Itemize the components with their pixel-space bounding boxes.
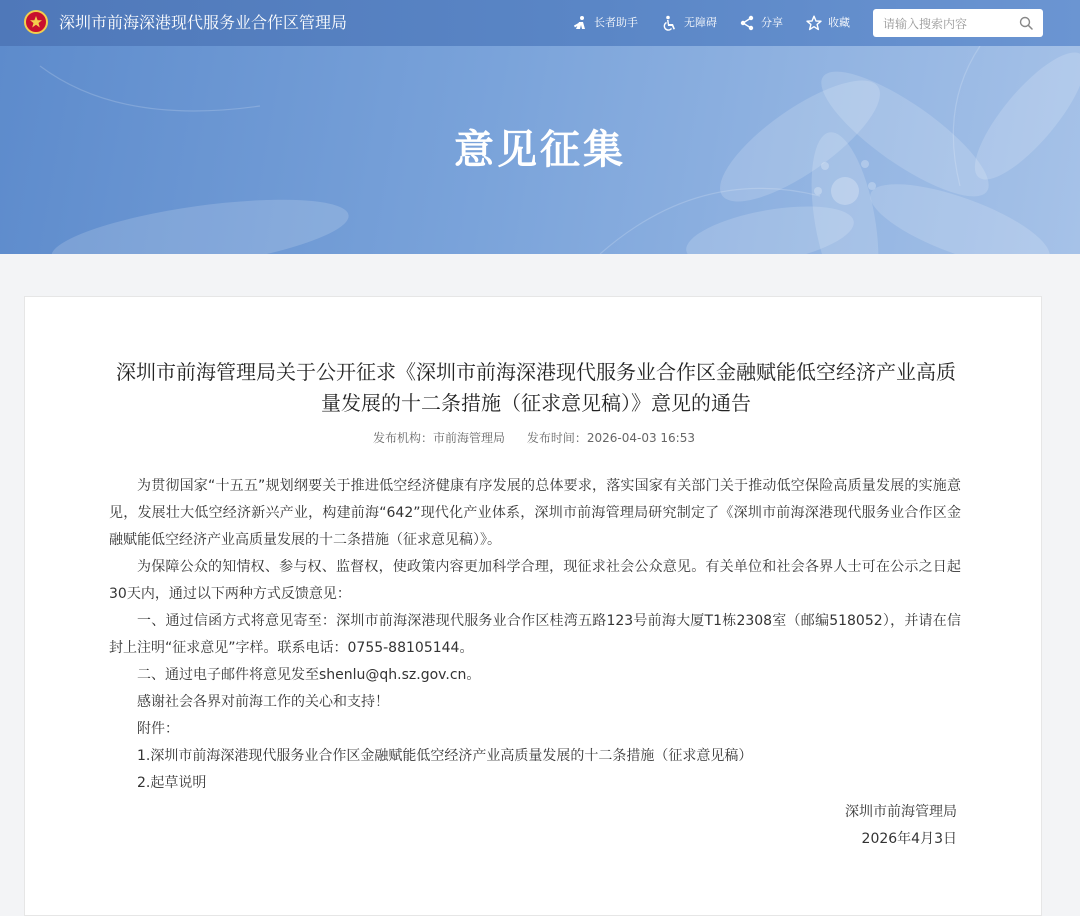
paragraph: 二、通过电子邮件将意见发至shenlu@qh.sz.gov.cn。 (137, 667, 481, 683)
search-box[interactable] (873, 9, 1043, 37)
signature-block (845, 799, 957, 853)
top-header (0, 0, 1080, 46)
share-button[interactable] (739, 0, 789, 46)
search-icon[interactable] (1019, 16, 1033, 30)
paragraph: 为贯彻国家“十五五”规划纲要关于推进低空经济健康有序发展的总体要求，落实国家有关部门关于推动低空保险高质量发展的实施意见，发展壮大低空经济新兴产业，构建前海“642”现代化产业体系，深圳市前海管理局研究制定了《深圳市前海深港现代服务业合作区金融赋能低空经济产业高质量发展的十二条措施（征求意见稿）》。 (109, 478, 961, 548)
publish-date-info (527, 431, 695, 445)
publisher-value: 市前海管理局 (433, 431, 506, 445)
article-meta (25, 429, 1043, 446)
elderly-helper-icon (572, 15, 588, 31)
favorite-button[interactable] (806, 0, 856, 46)
national-emblem-icon (24, 10, 48, 34)
accessibility-button[interactable] (662, 0, 722, 46)
share-label: 分享 (761, 16, 783, 29)
elderly-helper-label: 长者助手 (594, 16, 638, 29)
article-title: 深圳市前海管理局关于公开征求《深圳市前海深港现代服务业合作区金融赋能低空经济产业高质量发展的十二条措施（征求意见稿）》意见的通告 (116, 360, 956, 415)
paragraph: 一、通过信函方式将意见寄至：深圳市前海深港现代服务业合作区桂湾五路123号前海大厦T1栋2308室（邮编518052），并请在信封上注明“征求意见”字样。联系电话：0755-88105144。 (109, 613, 961, 656)
article-body (109, 473, 961, 797)
paragraph: 感谢社会各界对前海工作的关心和支持！ (137, 694, 389, 710)
elderly-helper-button[interactable] (572, 0, 642, 46)
paragraph: 为保障公众的知情权、参与权、监督权，使政策内容更加科学合理，现征求社会公众意见。有关单位和社会各界人士可在公示之日起30天内，通过以下两种方式反馈意见： (109, 559, 961, 602)
publish-date-label: 发布时间： (526, 431, 587, 445)
search-input[interactable] (881, 13, 1015, 35)
sign-date: 2026年4月3日 (861, 831, 957, 847)
favorite-label: 收藏 (828, 16, 850, 29)
signature: 深圳市前海管理局 (845, 804, 957, 820)
star-icon (806, 15, 822, 31)
banner-title: 意见征集 (454, 127, 626, 173)
attachment-link[interactable]: 2.起草说明 (137, 775, 207, 791)
share-icon (739, 15, 755, 31)
attachment-link[interactable]: 1.深圳市前海深港现代服务业合作区金融赋能低空经济产业高质量发展的十二条措施（征求意见稿） (137, 748, 753, 764)
publish-date-value: 2026-04-03 16:53 (586, 431, 695, 445)
accessibility-icon (662, 15, 678, 31)
publisher-label: 发布机构： (372, 431, 433, 445)
accessibility-label: 无障碍 (684, 16, 717, 29)
site-title[interactable]: 深圳市前海深港现代服务业合作区管理局 (59, 13, 348, 32)
attachments-heading: 附件： (137, 721, 179, 737)
article-card (24, 296, 1042, 916)
banner (0, 46, 1080, 254)
publisher-info (373, 431, 505, 445)
